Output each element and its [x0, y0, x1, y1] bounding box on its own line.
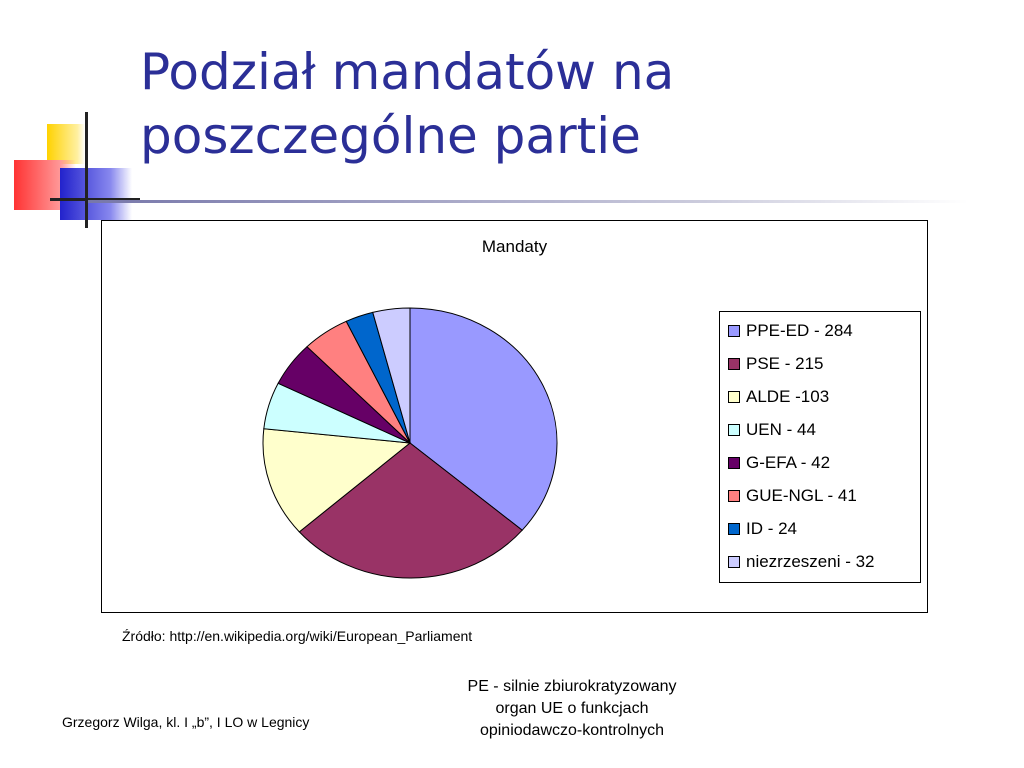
legend-swatch — [728, 490, 740, 502]
legend-label: PPE-ED - 284 — [746, 320, 853, 340]
legend-label: UEN - 44 — [746, 419, 816, 439]
note-line-3: opiniodawczo-kontrolnych — [479, 722, 665, 739]
legend-label: ALDE -103 — [746, 386, 830, 406]
legend-label: GUE-NGL - 41 — [746, 486, 857, 506]
decor-vertical-line — [85, 112, 88, 228]
legend-item — [720, 413, 920, 446]
legend-item — [720, 546, 920, 579]
legend-swatch — [728, 424, 740, 436]
decor-yellow-square — [47, 124, 85, 164]
legend-item — [720, 446, 920, 479]
chart-area — [101, 220, 928, 613]
legend-item — [720, 513, 920, 546]
legend-swatch — [728, 325, 740, 337]
chart-title: Mandaty — [481, 237, 548, 256]
legend-item — [720, 380, 920, 413]
note-line-1: PE - silnie zbiurokratyzowany — [467, 678, 677, 695]
decor-blue-square — [60, 168, 132, 220]
legend-swatch — [728, 556, 740, 568]
source-citation: Źródło: http://en.wikipedia.org/wiki/European_Parliament — [122, 628, 473, 644]
slide-title-line-2: poszczególne partie — [140, 107, 641, 165]
slide-title — [140, 40, 1000, 168]
legend-label: ID - 24 — [746, 519, 798, 539]
legend-item — [720, 347, 920, 380]
legend-item — [720, 479, 920, 512]
legend-label: G-EFA - 42 — [746, 452, 831, 472]
slide-note — [420, 676, 724, 742]
legend-label: PSE - 215 — [746, 353, 824, 373]
note-line-2: organ UE o funkcjach — [495, 700, 649, 717]
title-rule — [88, 200, 968, 203]
legend-item — [720, 314, 920, 347]
legend-swatch — [728, 391, 740, 403]
legend-swatch — [728, 523, 740, 535]
legend-swatch — [728, 358, 740, 370]
legend-label: niezrzeszeni - 32 — [746, 552, 875, 572]
chart-legend — [719, 311, 921, 583]
author-footer: Grzegorz Wilga, kl. I „b”, I LO w Legnicy — [62, 714, 310, 730]
legend-swatch — [728, 457, 740, 469]
slide-title-line-1: Podział mandatów na — [140, 43, 675, 101]
